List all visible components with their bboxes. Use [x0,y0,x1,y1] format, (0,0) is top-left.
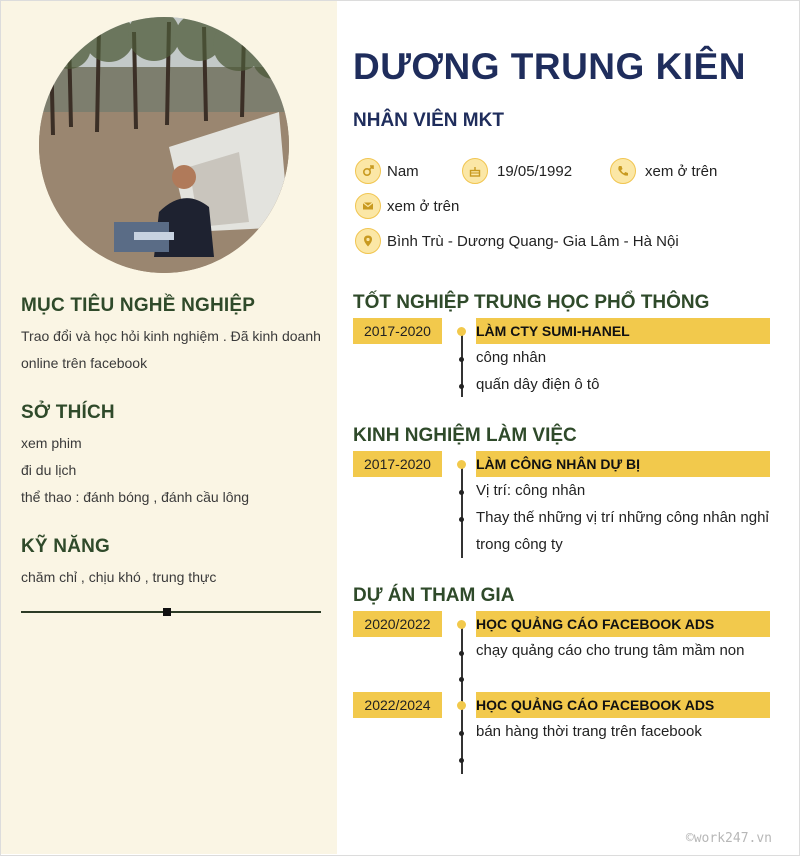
project-position-label: HỌC QUẢNG CÁO FACEBOOK ADS [476,616,715,632]
project-line: bán hàng thời trang trên facebook [476,723,702,740]
project-line: chạy quảng cáo cho trung tâm mầm non [476,642,745,659]
experience-heading: KINH NGHIỆM LÀM VIỆC [353,425,577,446]
skills-heading: KỸ NĂNG [21,536,111,557]
bullet-dot [459,517,464,522]
hobby-item: thể thao : đánh bóng , đánh cầu lông [21,489,250,505]
project-date: 2020/2022 [353,611,442,637]
bullet-dot [459,677,464,682]
skill-item: chăm chỉ , chịu khó , trung thực [21,569,217,585]
timeline-dot [457,620,466,629]
divider-marker [163,608,171,616]
project-position [476,611,770,637]
objective-line: online trên facebook [21,355,148,371]
project-date: 2022/2024 [353,692,442,718]
phone-icon [610,158,636,184]
birthday-info [462,158,572,184]
address-value: Bình Trù - Dương Quang- Gia Lâm - Hà Nội [387,232,679,250]
timeline-dot [457,701,466,710]
timeline-dot [457,460,466,469]
education-line: quấn dây điện ô tô [476,376,600,393]
birthday-cake-icon [462,158,488,184]
objective-heading: MỤC TIÊU NGHỀ NGHIỆP [21,295,256,316]
bullet-dot [459,758,464,763]
bullet-dot [459,490,464,495]
birthday-value: 19/05/1992 [497,162,573,180]
education-heading: TỐT NGHIỆP TRUNG HỌC PHỔ THÔNG [353,292,710,313]
hobbies-heading: SỞ THÍCH [21,402,115,423]
email-value: xem ở trên [387,197,460,215]
address-info [355,228,679,254]
experience-date: 2017-2020 [353,451,442,477]
hobby-item: đi du lịch [21,462,77,478]
experience-position-label: LÀM CÔNG NHÂN DỰ BỊ [476,456,641,472]
email-info [355,193,459,219]
map-pin-icon [355,228,381,254]
project-position-label: HỌC QUẢNG CÁO FACEBOOK ADS [476,697,715,713]
bullet-dot [459,651,464,656]
experience-line: Thay thế những vị trí những công nhân nghỉ [476,509,769,526]
job-title: NHÂN VIÊN MKT [353,110,504,131]
phone-info [610,158,717,184]
experience-line: Vị trí: công nhân [476,482,586,499]
experience-line: trong công ty [476,536,563,553]
gender-value: Nam [387,162,419,180]
timeline-line [461,464,463,558]
email-icon [355,193,381,219]
education-date: 2017-2020 [353,318,442,344]
timeline-line [461,624,463,774]
education-line: công nhân [476,349,547,366]
objective-line: Trao đổi và học hỏi kinh nghiệm . Đã kinh doanh [21,328,321,344]
phone-value: xem ở trên [645,162,718,180]
watermark: ©work247.vn [685,831,772,846]
gender-icon [355,158,381,184]
avatar [39,17,289,273]
education-position [476,318,770,344]
bullet-dot [459,731,464,736]
experience-position [476,451,770,477]
project-position [476,692,770,718]
hobby-item: xem phim [21,435,82,451]
divider [21,611,321,613]
candidate-name: DƯƠNG TRUNG KIÊN [353,46,746,87]
bullet-dot [459,384,464,389]
projects-heading: DỰ ÁN THAM GIA [353,585,515,606]
gender-info [355,158,419,184]
education-position-label: LÀM CTY SUMI-HANEL [476,323,630,339]
bullet-dot [459,357,464,362]
timeline-dot [457,327,466,336]
